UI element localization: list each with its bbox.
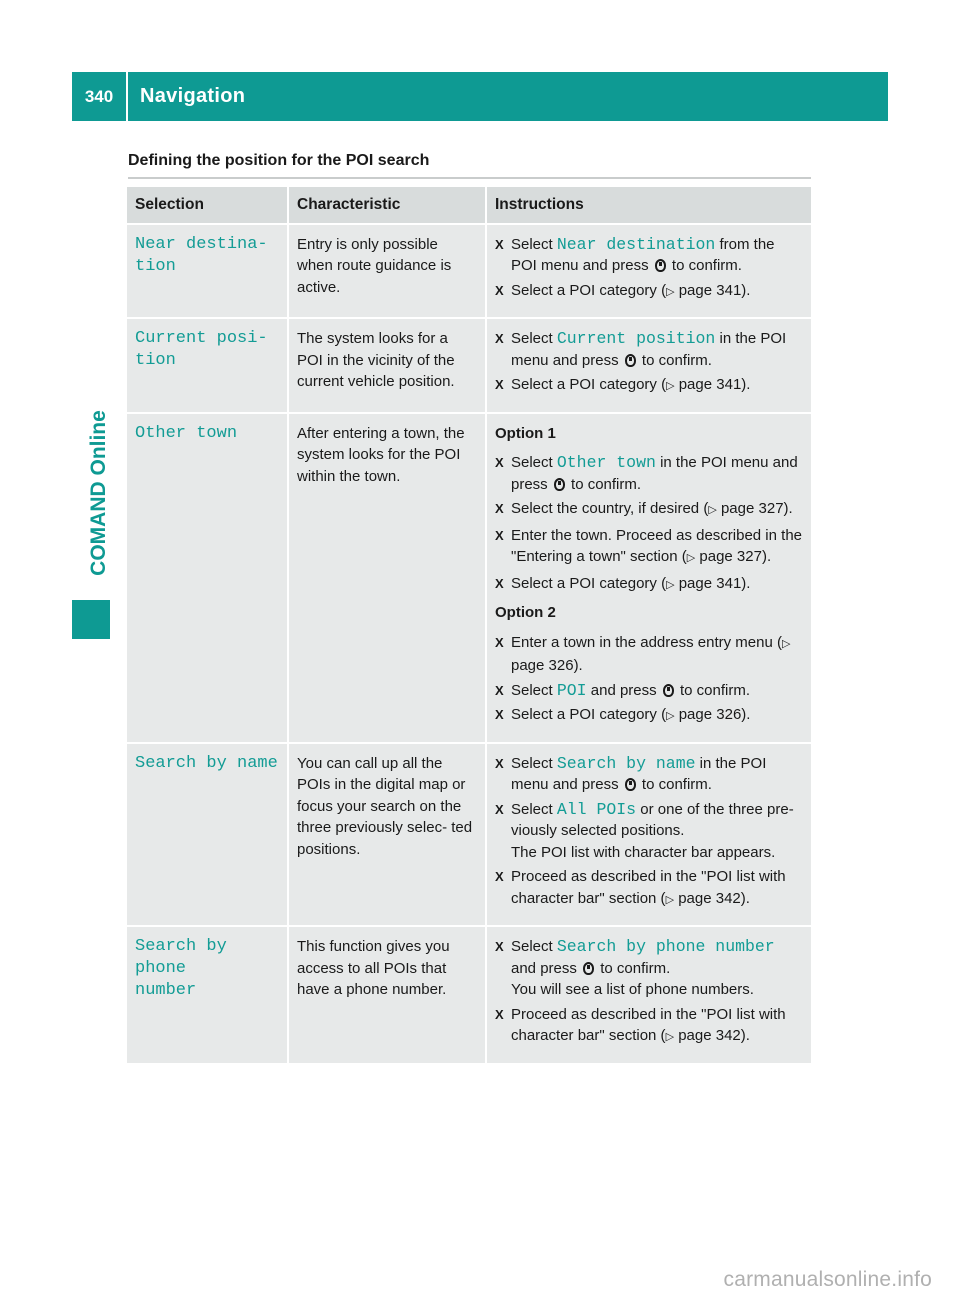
instruction-step: X Select Search by name in the POI menu and press to confirm.	[495, 753, 767, 793]
controller-press-icon	[625, 778, 636, 791]
step-arrow-icon: X	[495, 1006, 504, 1022]
instruction-step: X Select Search by phone number and press to confirm. You will see a list of phone numbers.	[495, 936, 803, 1001]
instruction-step: X Select a POI category (▷ page 341).	[495, 573, 803, 597]
header-divider	[126, 72, 128, 121]
table-row	[127, 927, 811, 1065]
step-arrow-icon: X	[495, 377, 504, 392]
step-arrow-icon: X	[495, 939, 504, 954]
menu-item-code: POI	[556, 680, 587, 700]
page-header	[72, 72, 888, 121]
instruction-step: X Select POI and press to confirm.	[495, 680, 751, 700]
menu-item-code: Search by name	[556, 753, 696, 773]
menu-item-code: All POIs	[556, 799, 637, 819]
page-reference[interactable]: page 342).	[678, 889, 750, 907]
option-label: Option 2	[495, 604, 556, 621]
step-arrow-icon: X	[495, 455, 504, 470]
instruction-step: X Select Other town in the POI menu and press to confirm.	[495, 453, 798, 493]
instruction-step: X Select All POIs or one of the three pre‐ viously selected positions. The POI list with character bar appears.	[495, 799, 803, 864]
triangle-right-icon: ▷	[686, 552, 696, 564]
selection-label: number	[135, 981, 197, 1000]
page-number: 340	[84, 86, 114, 106]
page-reference[interactable]: page 326).	[678, 706, 751, 723]
triangle-right-icon: ▷	[665, 1031, 675, 1043]
instruction-step: X Select a POI category (▷ page 341).	[495, 374, 803, 398]
step-result-text: You will see a list of phone numbers.	[511, 981, 754, 998]
menu-item-code: Other town	[556, 453, 656, 472]
step-arrow-icon: X	[495, 707, 504, 722]
selection-cell	[127, 927, 287, 1065]
column-header-characteristic: Characteristic	[287, 187, 485, 225]
characteristic-cell: Entry is only possible when route guidance is active.	[287, 225, 485, 320]
controller-press-icon	[583, 962, 594, 975]
instruction-step: X Enter a town in the address entry menu (▷ page 326).	[495, 633, 791, 674]
page-reference[interactable]: page 341).	[678, 574, 751, 592]
watermark: carmanualsonline.info	[723, 1268, 932, 1291]
step-arrow-icon: X	[495, 801, 504, 817]
instruction-step: X Enter the town. Proceed as described in the "Entering a town" section (▷ page 327).	[495, 526, 803, 565]
column-header-selection: Selection	[127, 187, 287, 225]
step-arrow-icon: X	[495, 501, 504, 516]
poi-position-table	[127, 187, 811, 1065]
table-row	[127, 319, 811, 414]
step-arrow-icon: X	[495, 755, 504, 771]
selection-label: Other town	[135, 423, 238, 443]
selection-cell	[127, 414, 287, 744]
instructions-cell	[485, 319, 811, 414]
instruction-step: X Select a POI category (▷ page 341).	[495, 280, 803, 304]
menu-item-code: Search by phone number	[556, 937, 775, 956]
table-row	[127, 414, 811, 744]
selection-label: Search by name	[135, 753, 278, 773]
selection-label: tion	[135, 256, 176, 276]
controller-press-icon	[625, 354, 636, 367]
instructions-cell	[485, 744, 811, 928]
instruction-step: X Proceed as described in the "POI list with character bar" section (▷ page 342).	[495, 1005, 786, 1044]
instructions-cell	[485, 225, 811, 320]
characteristic-cell: The system looks for a POI in the vicinity of the current vehicle position.	[287, 319, 485, 414]
step-arrow-icon: X	[495, 282, 504, 298]
triangle-right-icon: ▷	[666, 285, 675, 298]
step-arrow-icon: X	[495, 331, 504, 346]
instructions-cell	[485, 927, 811, 1065]
selection-label: Near destina‐	[135, 234, 268, 254]
table-row	[127, 744, 811, 928]
triangle-right-icon: ▷	[666, 578, 675, 591]
triangle-right-icon: ▷	[781, 637, 791, 650]
instruction-step: X Select the country, if desired (▷ page 327).	[495, 498, 803, 522]
menu-item-code: Near destination	[556, 234, 716, 254]
controller-press-icon	[663, 684, 674, 697]
step-arrow-icon: X	[495, 634, 504, 650]
triangle-right-icon: ▷	[665, 893, 675, 906]
selection-cell	[127, 319, 287, 414]
doc-heading: Defining the position for the POI search	[128, 152, 430, 169]
triangle-right-icon: ▷	[666, 380, 675, 392]
triangle-right-icon: ▷	[708, 504, 717, 516]
step-result-text: The POI list with character bar appears.	[511, 843, 776, 861]
side-tab-label: COMAND Online	[87, 410, 110, 576]
instruction-step: X Select Near destination from the POI menu and press to confirm.	[495, 234, 775, 274]
selection-label: Current posi‐	[135, 329, 268, 348]
table-header-row	[127, 187, 811, 225]
characteristic-cell: This function gives you access to all POIs that have a phone number.	[287, 927, 485, 1065]
selection-label: tion	[135, 351, 176, 370]
heading-rule	[128, 177, 811, 179]
step-arrow-icon: X	[495, 869, 504, 884]
instruction-step: X Select Current position in the POI menu and press to confirm.	[495, 329, 787, 369]
step-arrow-icon: X	[495, 682, 504, 698]
menu-item-code: Current position	[556, 329, 716, 348]
page-reference[interactable]: page 326).	[511, 657, 583, 674]
selection-cell	[127, 744, 287, 928]
characteristic-cell: You can call up all the POIs in the digital map or focus your search on the three previously selec‐ ted positions.	[287, 744, 485, 928]
step-arrow-icon: X	[495, 527, 504, 543]
instruction-step: X Select a POI category (▷ page 326).	[495, 704, 803, 728]
section-title: Navigation	[140, 85, 246, 107]
side-tab-marker	[72, 600, 110, 639]
table-row	[127, 225, 811, 320]
step-arrow-icon: X	[495, 236, 504, 252]
characteristic-cell: After entering a town, the system looks for the POI within the town.	[287, 414, 485, 744]
triangle-right-icon: ▷	[666, 710, 675, 722]
instructions-cell	[485, 414, 811, 744]
page-reference[interactable]: page 327).	[699, 548, 772, 565]
controller-press-icon	[554, 478, 565, 491]
option-label: Option 1	[495, 424, 556, 442]
controller-press-icon	[655, 259, 666, 272]
instruction-step: X Proceed as described in the "POI list with character bar" section (▷ page 342).	[495, 868, 786, 907]
column-header-instructions: Instructions	[485, 187, 811, 225]
page-reference[interactable]: page 341).	[678, 376, 751, 393]
page-reference[interactable]: page 342).	[678, 1027, 750, 1044]
page-reference[interactable]: page 341).	[678, 281, 751, 299]
selection-label: Search by phone	[135, 937, 227, 978]
selection-cell	[127, 225, 287, 320]
page-reference[interactable]: page 327).	[720, 500, 793, 517]
step-arrow-icon: X	[495, 575, 504, 591]
